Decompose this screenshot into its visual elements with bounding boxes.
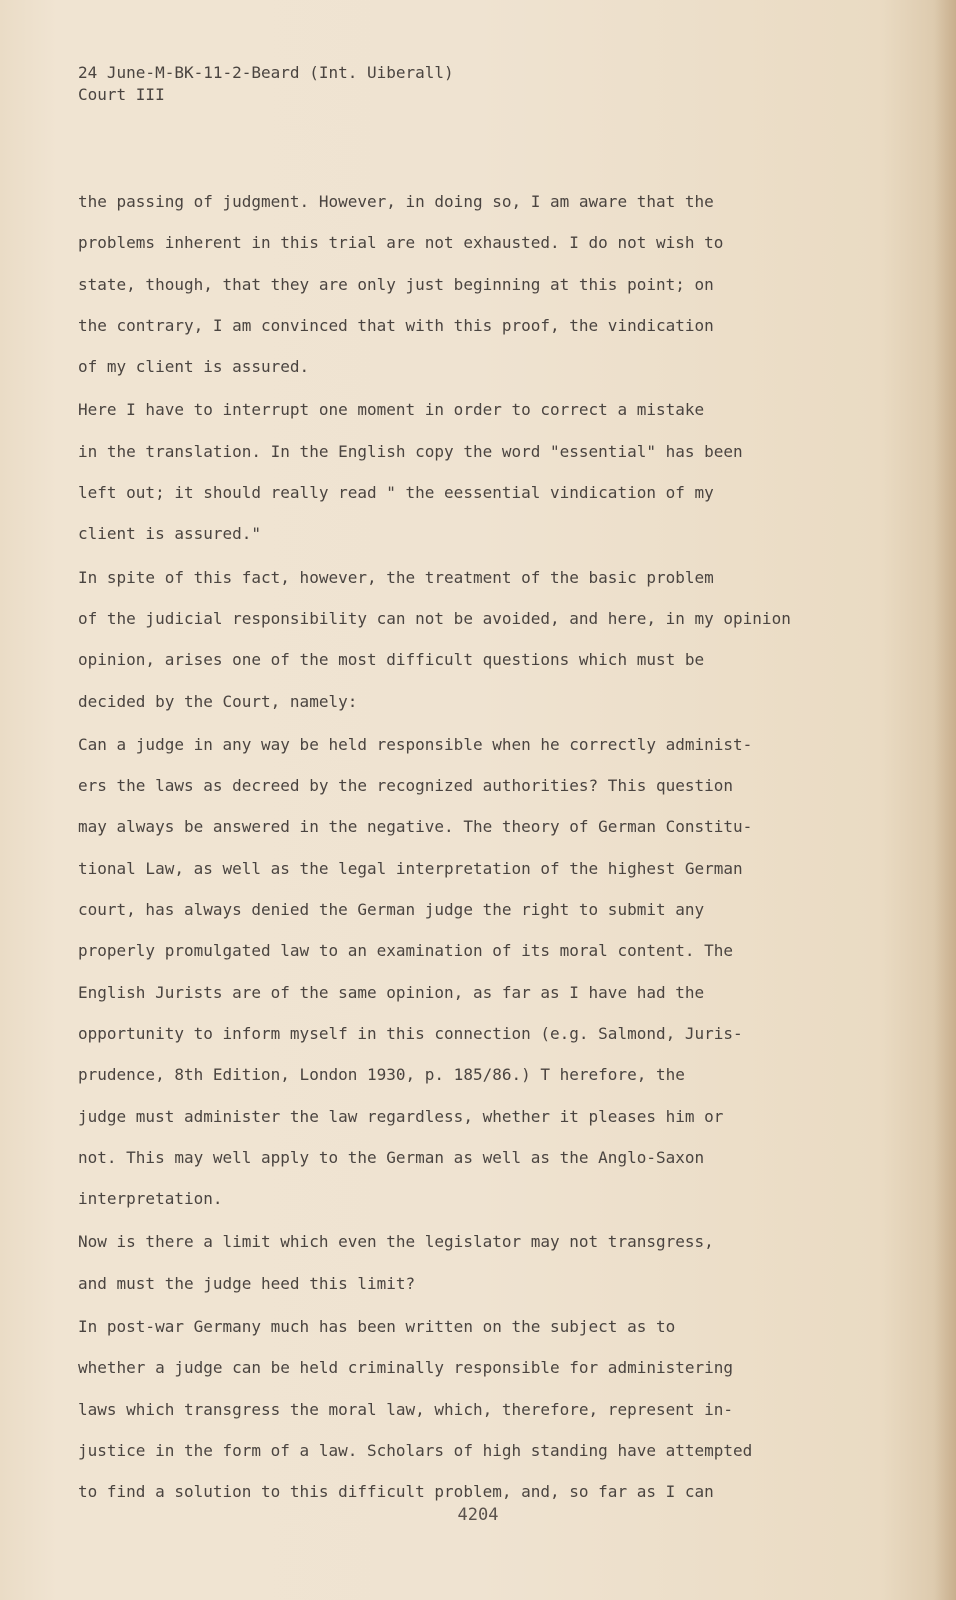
paragraph-5: Now is there a limit which even the legislator may not transgress, and must the judge heed this limit? [78,1232,714,1293]
paragraph-4: Can a judge in any way be held responsible when he correctly administ- ers the laws as decreed by the recognized authorities? This question may always be answered in the negative. The theory of German Constitu- tional Law, as well as the legal interpretation of the highest German court, has always denied the German judge the right to submit any properly promulgated law to an examination of its moral content. The English Jurists are of the same opinion, as far as I have had the opportunity to inform myself in this connection (e.g. Salmond, Juris- prudence, 8th Edition, London 1930, p. 185/86.) T herefore, the judge must administer the law regardless, whether it pleases him or not. This may well apply to the German as well as the Anglo-Saxon interpretation. [78,734,753,1209]
document-header-line-2: Court III [78,85,165,104]
paragraph-2: Here I have to interrupt one moment in order to correct a mistake in the translation. In the English copy the word "essential" has been left out; it should really read " the eessential vindication of my client is assured." [78,400,743,544]
page-edge-shadow [934,0,956,1600]
document-text [78,181,908,1513]
document-header-line-1: 24 June-M-BK-11-2-Beard (Int. Uiberall) [78,63,454,82]
paragraph-6: In post-war Germany much has been written on the subject as to whether a judge can be held criminally responsible for administering laws which transgress the moral law, which, therefore, represent in- justice in the form of a law. Scholars of high standing have attempted to find a solution to this difficult problem, and, so far as I can [78,1317,753,1502]
paragraph-3: In spite of this fact, however, the treatment of the basic problem of the judicial responsibility can not be avoided, and here, in my opinion opinion, arises one of the most difficult questions which must be decided by the Court, namely: [78,567,791,711]
document-body [78,62,908,1515]
page-number: 4204 [457,1505,499,1525]
paragraph-1: the passing of judgment. However, in doing so, I am aware that the problems inherent in this trial are not exhausted. I do not wish to state, though, that they are only just beginning at this point; on the contrary, I am convinced that with this proof, the vindication of my client is assured. [78,192,724,377]
